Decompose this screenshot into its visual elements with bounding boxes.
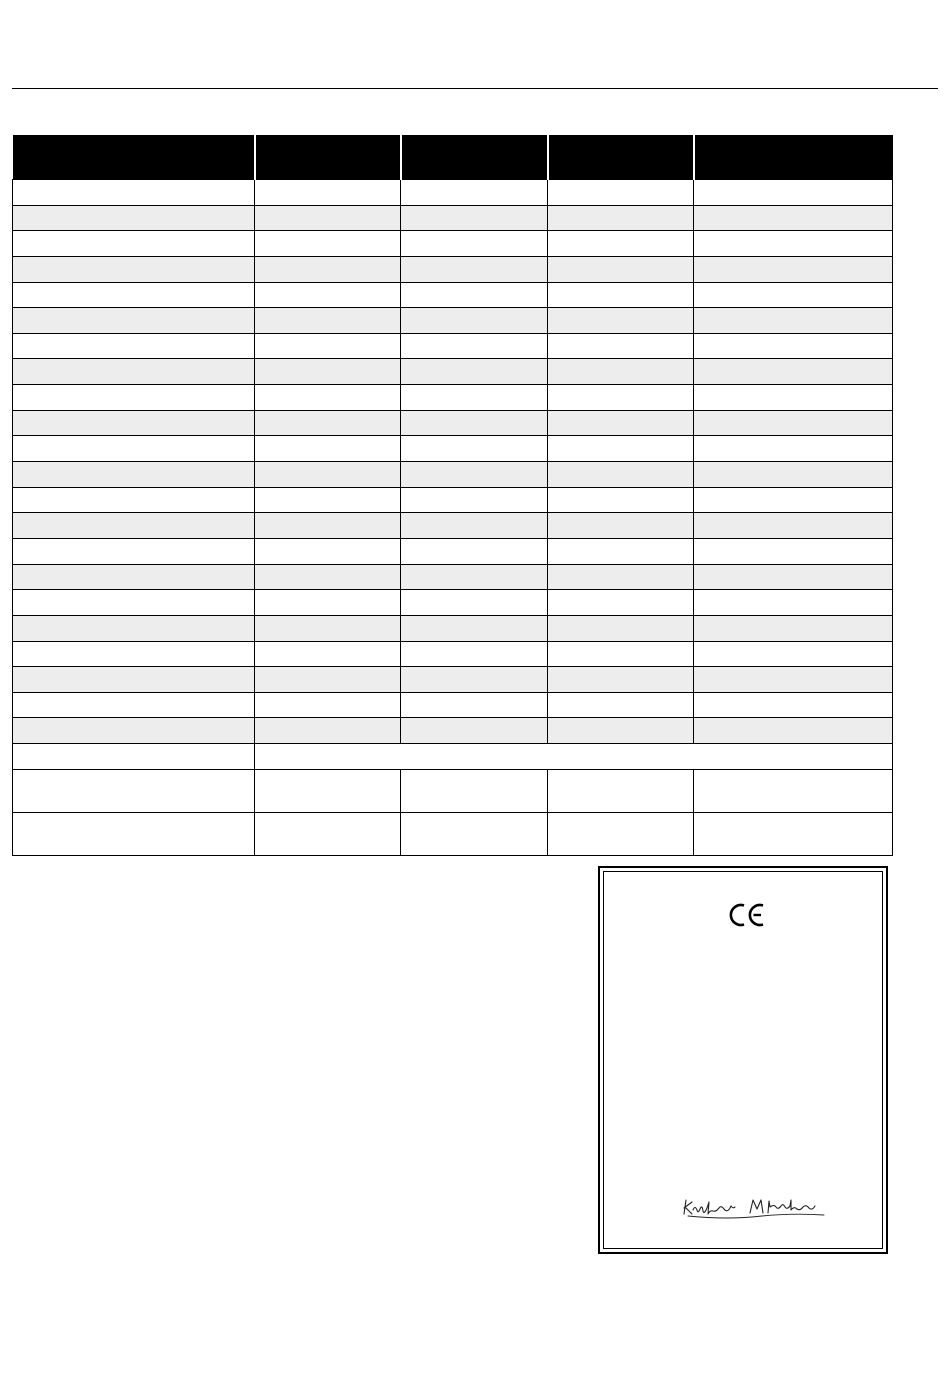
table-cell	[401, 812, 548, 855]
table-cell	[694, 615, 893, 641]
table-cell	[401, 333, 548, 359]
table-cell	[255, 462, 401, 488]
table-row	[13, 590, 893, 616]
table-cell	[13, 769, 255, 812]
table-cell	[548, 692, 694, 718]
table-cell	[401, 564, 548, 590]
table-cell	[255, 436, 401, 462]
table-cell	[401, 487, 548, 513]
table-cell	[13, 205, 255, 231]
table-cell	[694, 205, 893, 231]
table-cell	[255, 615, 401, 641]
table-cell	[694, 231, 893, 257]
table-cell	[255, 812, 401, 855]
table-row	[13, 282, 893, 308]
table-cell	[548, 180, 694, 206]
table-row	[13, 205, 893, 231]
table-row	[13, 462, 893, 488]
table-cell	[401, 590, 548, 616]
table-cell	[694, 282, 893, 308]
table-cell	[255, 538, 401, 564]
table-cell	[401, 436, 548, 462]
table-cell	[13, 410, 255, 436]
table-cell	[13, 590, 255, 616]
table-row	[13, 333, 893, 359]
table-cell	[255, 692, 401, 718]
header-cell	[13, 135, 255, 180]
table-cell	[255, 641, 401, 667]
table-cell	[694, 462, 893, 488]
table-cell	[401, 692, 548, 718]
header-cell	[548, 135, 694, 180]
table-cell	[255, 205, 401, 231]
table-cell	[548, 231, 694, 257]
table-cell	[13, 462, 255, 488]
table-cell	[13, 308, 255, 334]
table-cell	[255, 487, 401, 513]
table-cell	[255, 308, 401, 334]
table-cell	[13, 615, 255, 641]
table-cell	[13, 641, 255, 667]
table-cell	[13, 812, 255, 855]
table-cell	[694, 667, 893, 693]
table-cell	[13, 538, 255, 564]
table-row	[13, 564, 893, 590]
table-row	[13, 385, 893, 411]
table-cell	[401, 385, 548, 411]
table-cell	[401, 718, 548, 744]
table-cell	[548, 487, 694, 513]
table-cell	[401, 513, 548, 539]
table-cell	[548, 718, 694, 744]
table-cell	[694, 692, 893, 718]
table-cell	[13, 436, 255, 462]
table-row	[13, 615, 893, 641]
table-cell	[694, 812, 893, 855]
table-cell	[255, 333, 401, 359]
table-cell	[548, 333, 694, 359]
table-cell	[13, 359, 255, 385]
table-cell	[255, 513, 401, 539]
table-row	[13, 769, 893, 812]
table-cell	[548, 385, 694, 411]
table-cell	[255, 590, 401, 616]
table-cell	[694, 308, 893, 334]
table-cell	[13, 564, 255, 590]
table-cell	[13, 692, 255, 718]
table-row	[13, 487, 893, 513]
table-cell	[255, 769, 401, 812]
table-cell	[548, 436, 694, 462]
table-cell	[694, 180, 893, 206]
table-cell	[694, 590, 893, 616]
table-cell	[255, 718, 401, 744]
table-cell	[548, 538, 694, 564]
table-cell	[694, 410, 893, 436]
table-cell	[548, 590, 694, 616]
table-cell	[548, 769, 694, 812]
table-header-row	[13, 135, 893, 180]
table-cell	[255, 231, 401, 257]
table-cell	[13, 667, 255, 693]
table-cell	[13, 487, 255, 513]
table-cell	[255, 564, 401, 590]
table-cell	[401, 205, 548, 231]
table-cell	[694, 359, 893, 385]
table-cell	[13, 513, 255, 539]
table-cell	[694, 436, 893, 462]
top-rule	[12, 88, 938, 89]
table-cell	[401, 256, 548, 282]
table-cell	[255, 410, 401, 436]
table-cell	[548, 359, 694, 385]
table-row-merged	[13, 744, 893, 770]
table-cell	[694, 538, 893, 564]
table-cell	[13, 231, 255, 257]
table-cell	[694, 769, 893, 812]
table-cell	[401, 641, 548, 667]
header-cell	[694, 135, 893, 180]
ce-mark-logo	[728, 902, 768, 928]
header-cell	[401, 135, 548, 180]
table-cell	[401, 667, 548, 693]
declaration-inner-frame	[603, 871, 883, 1249]
table-cell	[548, 410, 694, 436]
table-cell	[401, 410, 548, 436]
table-cell	[694, 641, 893, 667]
table-cell	[694, 385, 893, 411]
table-cell	[694, 718, 893, 744]
table-cell	[13, 256, 255, 282]
table-cell	[548, 812, 694, 855]
table-cell	[401, 231, 548, 257]
table-cell	[401, 615, 548, 641]
table-row	[13, 692, 893, 718]
table-row	[13, 538, 893, 564]
table-row	[13, 180, 893, 206]
declaration-of-conformity-box	[598, 866, 888, 1254]
table-cell	[255, 667, 401, 693]
table-cell	[694, 513, 893, 539]
table-cell	[13, 385, 255, 411]
table-cell	[13, 180, 255, 206]
table-cell	[255, 359, 401, 385]
table-row	[13, 436, 893, 462]
table-cell	[255, 256, 401, 282]
table-cell	[13, 744, 255, 770]
table-row	[13, 308, 893, 334]
table-cell	[401, 282, 548, 308]
table-cell	[401, 769, 548, 812]
table-row	[13, 410, 893, 436]
table-row	[13, 641, 893, 667]
table-cell	[13, 282, 255, 308]
table-cell	[548, 667, 694, 693]
table-row	[13, 718, 893, 744]
table-cell	[401, 308, 548, 334]
table-cell	[401, 462, 548, 488]
specification-table	[12, 135, 893, 856]
table-cell	[255, 282, 401, 308]
table-cell	[401, 359, 548, 385]
table-cell	[694, 333, 893, 359]
table-row	[13, 256, 893, 282]
table-cell	[548, 282, 694, 308]
table-row	[13, 812, 893, 855]
table-cell	[548, 513, 694, 539]
table-cell-merged	[255, 744, 893, 770]
signature-image	[680, 1194, 830, 1220]
table-row	[13, 231, 893, 257]
table-cell	[255, 180, 401, 206]
table-cell	[548, 462, 694, 488]
table-row	[13, 667, 893, 693]
table-cell	[548, 308, 694, 334]
table-cell	[548, 641, 694, 667]
table-cell	[401, 538, 548, 564]
table-cell	[548, 256, 694, 282]
table-cell	[13, 333, 255, 359]
table-cell	[13, 718, 255, 744]
table-cell	[694, 564, 893, 590]
table-row	[13, 359, 893, 385]
table-cell	[401, 180, 548, 206]
table-cell	[694, 256, 893, 282]
table-row	[13, 513, 893, 539]
table-cell	[694, 487, 893, 513]
table-cell	[548, 564, 694, 590]
table-cell	[548, 615, 694, 641]
header-cell	[255, 135, 401, 180]
table-cell	[548, 205, 694, 231]
table-cell	[255, 385, 401, 411]
